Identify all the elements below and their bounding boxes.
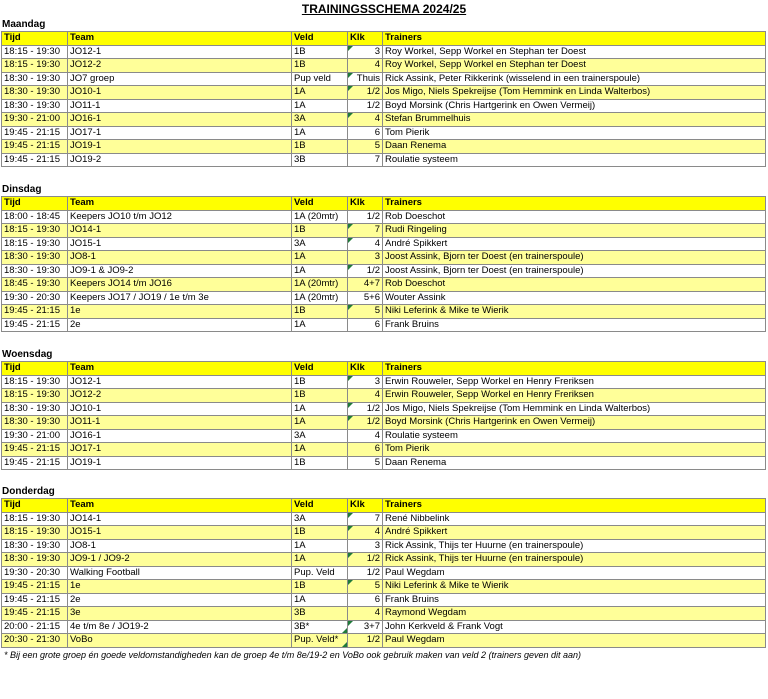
cell-klk: 3 <box>348 539 383 553</box>
cell-team: JO14-1 <box>68 224 292 238</box>
cell-trainers: Rick Assink, Thijs ter Huurne (en trainerspoule) <box>383 553 766 567</box>
table-row <box>2 278 766 292</box>
table-row <box>2 553 766 567</box>
cell-trainers: Wouter Assink <box>383 291 766 305</box>
table-row <box>2 539 766 553</box>
footnote: * Bij een grote groep én goede veldomstandigheden kan de groep 4e t/m 8e/19-2 en VoBo ook gebruik maken van veld 2 (trainers geven dit aan) <box>4 649 582 660</box>
header-trainers: Trainers <box>383 32 766 46</box>
cell-veld: 1A <box>292 593 348 607</box>
cell-trainers: Boyd Morsink (Chris Hartgerink en Owen Vermeij) <box>383 416 766 430</box>
table-row <box>2 210 766 224</box>
table-row <box>2 620 766 634</box>
schedule-table <box>1 196 766 332</box>
cell-tijd: 20:00 - 21:15 <box>2 620 68 634</box>
cell-team: 3e <box>68 607 292 621</box>
cell-veld: 1A <box>292 402 348 416</box>
table-row <box>2 237 766 251</box>
cell-veld: 1B <box>292 59 348 73</box>
header-tijd: Tijd <box>2 197 68 211</box>
cell-klk: 7 <box>348 224 383 238</box>
table-row <box>2 305 766 319</box>
cell-tijd: 19:45 - 21:15 <box>2 607 68 621</box>
cell-klk: 1/2 <box>348 86 383 100</box>
table-row <box>2 86 766 100</box>
cell-klk: 6 <box>348 443 383 457</box>
cell-tijd: 18:00 - 18:45 <box>2 210 68 224</box>
cell-team: JO11-1 <box>68 416 292 430</box>
cell-veld: 1A <box>292 416 348 430</box>
cell-trainers: Rudi Ringeling <box>383 224 766 238</box>
table-row <box>2 72 766 86</box>
cell-klk: 4 <box>348 113 383 127</box>
cell-tijd: 19:45 - 21:15 <box>2 580 68 594</box>
header-team: Team <box>68 499 292 513</box>
cell-tijd: 19:30 - 21:00 <box>2 429 68 443</box>
cell-klk: 7 <box>348 153 383 167</box>
section-spacer <box>0 332 768 347</box>
cell-veld: 1B <box>292 140 348 154</box>
cell-trainers: Niki Leferink & Mike te Wierik <box>383 580 766 594</box>
cell-klk: 4 <box>348 237 383 251</box>
table-row <box>2 59 766 73</box>
cell-team: 4e t/m 8e / JO19-2 <box>68 620 292 634</box>
table-row <box>2 140 766 154</box>
cell-tijd: 18:45 - 19:30 <box>2 278 68 292</box>
table-row <box>2 566 766 580</box>
schedule <box>0 18 768 648</box>
schedule-table <box>1 361 766 470</box>
cell-team: JO19-1 <box>68 456 292 470</box>
cell-trainers: Roy Workel, Sepp Workel en Stephan ter Doest <box>383 45 766 59</box>
table-row <box>2 264 766 278</box>
cell-tijd: 19:45 - 21:15 <box>2 153 68 167</box>
cell-tijd: 19:45 - 21:15 <box>2 456 68 470</box>
cell-klk: 1/2 <box>348 553 383 567</box>
day-heading: Maandag <box>2 19 46 30</box>
cell-tijd: 19:45 - 21:15 <box>2 318 68 332</box>
cell-team: JO14-1 <box>68 512 292 526</box>
table-row <box>2 45 766 59</box>
header-team: Team <box>68 197 292 211</box>
header-veld: Veld <box>292 197 348 211</box>
cell-tijd: 19:30 - 20:30 <box>2 566 68 580</box>
table-row <box>2 429 766 443</box>
cell-tijd: 20:30 - 21:30 <box>2 634 68 648</box>
header-tijd: Tijd <box>2 32 68 46</box>
cell-team: Keepers JO14 t/m JO16 <box>68 278 292 292</box>
cell-team: JO19-2 <box>68 153 292 167</box>
cell-klk: 4+7 <box>348 278 383 292</box>
header-team: Team <box>68 32 292 46</box>
cell-tijd: 18:30 - 19:30 <box>2 86 68 100</box>
cell-trainers: René Nibbelink <box>383 512 766 526</box>
cell-team: JO19-1 <box>68 140 292 154</box>
cell-veld: 1B <box>292 305 348 319</box>
cell-trainers: André Spikkert <box>383 526 766 540</box>
cell-veld: 1B <box>292 526 348 540</box>
header-klk: Klk <box>348 32 383 46</box>
header-trainers: Trainers <box>383 499 766 513</box>
cell-veld: 1B <box>292 224 348 238</box>
cell-klk: 3 <box>348 45 383 59</box>
cell-tijd: 18:30 - 19:30 <box>2 251 68 265</box>
cell-trainers: Paul Wegdam <box>383 566 766 580</box>
cell-veld: 3B <box>292 153 348 167</box>
cell-veld: 1B <box>292 389 348 403</box>
table-row <box>2 416 766 430</box>
cell-tijd: 18:15 - 19:30 <box>2 526 68 540</box>
cell-veld: 1B <box>292 456 348 470</box>
cell-veld: 1A <box>292 318 348 332</box>
table-row <box>2 526 766 540</box>
table-row <box>2 593 766 607</box>
header-klk: Klk <box>348 499 383 513</box>
section-spacer <box>0 167 768 182</box>
cell-tijd: 18:30 - 19:30 <box>2 553 68 567</box>
table-row <box>2 607 766 621</box>
page-title: TRAININGSSCHEMA 2024/25 <box>301 2 467 16</box>
cell-klk: 1/2 <box>348 402 383 416</box>
cell-veld: 3B <box>292 607 348 621</box>
cell-trainers: Paul Wegdam <box>383 634 766 648</box>
header-row <box>2 32 766 46</box>
header-veld: Veld <box>292 32 348 46</box>
cell-tijd: 18:30 - 19:30 <box>2 264 68 278</box>
cell-veld: 1A <box>292 539 348 553</box>
cell-trainers: Jos Migo, Niels Spekreijse (Tom Hemmink en Linda Walterbos) <box>383 86 766 100</box>
cell-klk: 6 <box>348 593 383 607</box>
cell-team: JO10-1 <box>68 86 292 100</box>
cell-trainers: André Spikkert <box>383 237 766 251</box>
cell-trainers: Rick Assink, Peter Rikkerink (wisselend in een trainerspoule) <box>383 72 766 86</box>
table-row <box>2 580 766 594</box>
cell-trainers: Erwin Rouweler, Sepp Workel en Henry Freriksen <box>383 389 766 403</box>
cell-klk: 4 <box>348 429 383 443</box>
cell-trainers: Tom Pierik <box>383 443 766 457</box>
table-row <box>2 634 766 648</box>
cell-tijd: 18:30 - 19:30 <box>2 99 68 113</box>
cell-trainers: Rob Doeschot <box>383 210 766 224</box>
cell-veld: 3A <box>292 237 348 251</box>
header-trainers: Trainers <box>383 197 766 211</box>
cell-tijd: 19:45 - 21:15 <box>2 305 68 319</box>
cell-trainers: Stefan Brummelhuis <box>383 113 766 127</box>
cell-veld: 3A <box>292 429 348 443</box>
cell-team: JO15-1 <box>68 237 292 251</box>
cell-veld: 1A <box>292 553 348 567</box>
cell-team: JO12-2 <box>68 389 292 403</box>
header-row <box>2 197 766 211</box>
cell-trainers: John Kerkveld & Frank Vogt <box>383 620 766 634</box>
cell-team: VoBo <box>68 634 292 648</box>
day-heading: Donderdag <box>2 486 55 497</box>
cell-klk: 4 <box>348 526 383 540</box>
cell-klk: 1/2 <box>348 634 383 648</box>
cell-veld: 1B <box>292 375 348 389</box>
cell-team: JO16-1 <box>68 429 292 443</box>
cell-trainers: Niki Leferink & Mike te Wierik <box>383 305 766 319</box>
table-row <box>2 153 766 167</box>
cell-veld: 3B* <box>292 620 348 634</box>
cell-veld: 1A <box>292 86 348 100</box>
table-row <box>2 291 766 305</box>
cell-team: 2e <box>68 593 292 607</box>
table-row <box>2 375 766 389</box>
cell-tijd: 19:45 - 21:15 <box>2 443 68 457</box>
cell-team: JO17-1 <box>68 126 292 140</box>
table-row <box>2 126 766 140</box>
cell-klk: 3 <box>348 251 383 265</box>
cell-tijd: 19:45 - 21:15 <box>2 140 68 154</box>
schedule-table <box>1 498 766 648</box>
cell-team: 1e <box>68 580 292 594</box>
cell-team: Keepers JO10 t/m JO12 <box>68 210 292 224</box>
cell-klk: Thuis <box>348 72 383 86</box>
cell-klk: 4 <box>348 389 383 403</box>
cell-team: JO9-1 & JO9-2 <box>68 264 292 278</box>
header-veld: Veld <box>292 362 348 376</box>
cell-klk: 6 <box>348 126 383 140</box>
cell-tijd: 19:45 - 21:15 <box>2 593 68 607</box>
cell-team: JO12-1 <box>68 375 292 389</box>
cell-team: JO12-2 <box>68 59 292 73</box>
cell-trainers: Joost Assink, Bjorn ter Doest (en trainerspoule) <box>383 251 766 265</box>
cell-klk: 5 <box>348 140 383 154</box>
cell-klk: 5+6 <box>348 291 383 305</box>
cell-klk: 5 <box>348 580 383 594</box>
cell-team: JO17-1 <box>68 443 292 457</box>
header-team: Team <box>68 362 292 376</box>
cell-team: JO11-1 <box>68 99 292 113</box>
cell-trainers: Erwin Rouweler, Sepp Workel en Henry Freriksen <box>383 375 766 389</box>
cell-trainers: Daan Renema <box>383 456 766 470</box>
cell-tijd: 19:30 - 20:30 <box>2 291 68 305</box>
cell-tijd: 18:15 - 19:30 <box>2 512 68 526</box>
cell-trainers: Roy Workel, Sepp Workel en Stephan ter Doest <box>383 59 766 73</box>
cell-tijd: 18:30 - 19:30 <box>2 416 68 430</box>
cell-veld: 1A (20mtr) <box>292 278 348 292</box>
section-spacer <box>0 470 768 484</box>
header-row <box>2 499 766 513</box>
cell-veld: 1B <box>292 580 348 594</box>
cell-veld: 1A (20mtr) <box>292 291 348 305</box>
cell-tijd: 19:30 - 21:00 <box>2 113 68 127</box>
cell-team: JO8-1 <box>68 251 292 265</box>
cell-klk: 3 <box>348 375 383 389</box>
cell-trainers: Roulatie systeem <box>383 153 766 167</box>
cell-klk: 4 <box>348 59 383 73</box>
cell-veld: Pup. Veld <box>292 566 348 580</box>
cell-tijd: 18:15 - 19:30 <box>2 237 68 251</box>
cell-trainers: Raymond Wegdam <box>383 607 766 621</box>
cell-tijd: 18:30 - 19:30 <box>2 539 68 553</box>
cell-klk: 5 <box>348 305 383 319</box>
cell-trainers: Tom Pierik <box>383 126 766 140</box>
cell-klk: 1/2 <box>348 264 383 278</box>
cell-trainers: Daan Renema <box>383 140 766 154</box>
cell-tijd: 18:15 - 19:30 <box>2 224 68 238</box>
cell-klk: 1/2 <box>348 416 383 430</box>
cell-team: JO8-1 <box>68 539 292 553</box>
cell-team: 1e <box>68 305 292 319</box>
cell-team: JO15-1 <box>68 526 292 540</box>
header-klk: Klk <box>348 197 383 211</box>
header-tijd: Tijd <box>2 362 68 376</box>
cell-klk: 6 <box>348 318 383 332</box>
table-row <box>2 99 766 113</box>
cell-klk: 5 <box>348 456 383 470</box>
table-row <box>2 113 766 127</box>
cell-team: JO9-1 / JO9-2 <box>68 553 292 567</box>
cell-tijd: 19:45 - 21:15 <box>2 126 68 140</box>
header-klk: Klk <box>348 362 383 376</box>
cell-veld: 1A <box>292 251 348 265</box>
cell-trainers: Frank Bruins <box>383 593 766 607</box>
table-row <box>2 443 766 457</box>
cell-klk: 7 <box>348 512 383 526</box>
cell-veld: 3A <box>292 113 348 127</box>
cell-veld: 1A (20mtr) <box>292 210 348 224</box>
cell-veld: 1B <box>292 45 348 59</box>
cell-veld: 1A <box>292 264 348 278</box>
cell-team: JO16-1 <box>68 113 292 127</box>
cell-veld: 3A <box>292 512 348 526</box>
table-row <box>2 389 766 403</box>
cell-trainers: Rob Doeschot <box>383 278 766 292</box>
schedule-table <box>1 31 766 167</box>
cell-klk: 4 <box>348 607 383 621</box>
cell-klk: 1/2 <box>348 99 383 113</box>
cell-team: 2e <box>68 318 292 332</box>
table-row <box>2 402 766 416</box>
cell-veld: 1A <box>292 443 348 457</box>
cell-tijd: 18:15 - 19:30 <box>2 59 68 73</box>
cell-tijd: 18:30 - 19:30 <box>2 72 68 86</box>
cell-trainers: Roulatie systeem <box>383 429 766 443</box>
cell-team: JO7 groep <box>68 72 292 86</box>
cell-veld: Pup veld <box>292 72 348 86</box>
header-row <box>2 362 766 376</box>
table-row <box>2 224 766 238</box>
header-tijd: Tijd <box>2 499 68 513</box>
cell-klk: 1/2 <box>348 210 383 224</box>
cell-klk: 3+7 <box>348 620 383 634</box>
table-row <box>2 512 766 526</box>
cell-veld: 1A <box>292 99 348 113</box>
cell-veld: Pup. Veld* <box>292 634 348 648</box>
table-row <box>2 456 766 470</box>
day-heading: Dinsdag <box>2 184 42 195</box>
cell-team: JO12-1 <box>68 45 292 59</box>
cell-trainers: Jos Migo, Niels Spekreijse (Tom Hemmink en Linda Walterbos) <box>383 402 766 416</box>
cell-trainers: Frank Bruins <box>383 318 766 332</box>
cell-tijd: 18:30 - 19:30 <box>2 402 68 416</box>
cell-team: Keepers JO17 / JO19 / 1e t/m 3e <box>68 291 292 305</box>
header-veld: Veld <box>292 499 348 513</box>
day-heading: Woensdag <box>2 349 53 360</box>
cell-team: JO10-1 <box>68 402 292 416</box>
cell-tijd: 18:15 - 19:30 <box>2 375 68 389</box>
cell-tijd: 18:15 - 19:30 <box>2 389 68 403</box>
cell-trainers: Joost Assink, Bjorn ter Doest (en trainerspoule) <box>383 264 766 278</box>
cell-trainers: Rick Assink, Thijs ter Huurne (en trainerspoule) <box>383 539 766 553</box>
cell-tijd: 18:15 - 19:30 <box>2 45 68 59</box>
header-trainers: Trainers <box>383 362 766 376</box>
cell-team: Walking Football <box>68 566 292 580</box>
cell-klk: 1/2 <box>348 566 383 580</box>
cell-veld: 1A <box>292 126 348 140</box>
table-row <box>2 318 766 332</box>
table-row <box>2 251 766 265</box>
cell-trainers: Boyd Morsink (Chris Hartgerink en Owen Vermeij) <box>383 99 766 113</box>
